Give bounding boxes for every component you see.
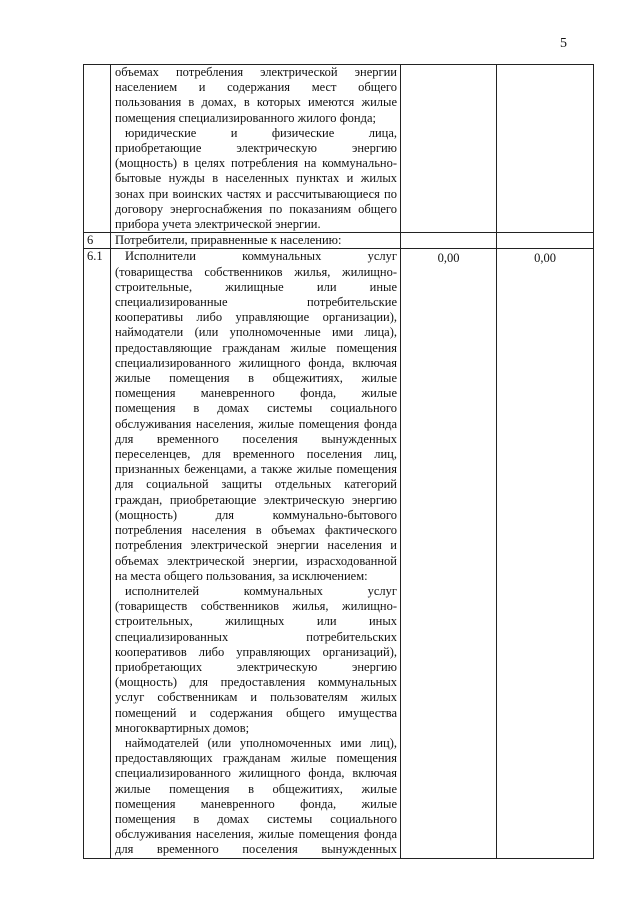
value-column-1 <box>401 65 497 233</box>
text-line: объемах потребления электрической энергии <box>115 65 397 79</box>
text-line: жилые помещения в общежитиях, жилые <box>115 781 397 796</box>
text-line: специализированных потребительских <box>115 629 397 644</box>
row-number: 6 <box>84 233 111 249</box>
text-line: договору энергоснабжения по показаниям общего <box>115 201 397 216</box>
row-description <box>111 65 401 233</box>
page-number: 5 <box>560 36 567 51</box>
text-line: наймодателей (или уполномоченных ими лиц), <box>125 735 397 750</box>
text-line: приобретающих электрическую энергию <box>115 659 397 674</box>
text-line: зонах при воинских частях и рассчитывающиеся по <box>115 186 397 201</box>
text-line: (товариществ собственников жилья, жилищно- <box>115 599 397 614</box>
text-line: на места общего пользования, за исключением: <box>115 568 368 583</box>
text-line: жилые помещения в общежитиях, жилые <box>115 371 397 386</box>
text-line: населением и содержания мест общего <box>115 80 397 95</box>
text-line: объемах электрической энергии, израсходованной <box>115 553 397 568</box>
text-line: кооперативов либо управляющих организаций), <box>115 644 397 659</box>
text-line: потребления электрической энергии населения и <box>115 538 397 553</box>
value-column-2: 0,00 <box>497 249 594 858</box>
text-line: бытовые нужды в населенных пунктах и жилых <box>115 171 397 186</box>
text-line: помещения в домах системы социального <box>115 811 397 826</box>
text-line: помещений и содержания общего имущества <box>115 705 397 720</box>
table-row <box>84 233 594 249</box>
table-row <box>84 249 594 858</box>
text-line: помещения маневренного фонда, жилые <box>115 796 397 811</box>
text-line: предоставляющие гражданам жилые помещения <box>115 340 397 355</box>
text-line: (товарищества собственников жилья, жилищно- <box>115 264 397 279</box>
text-line: помещения маневренного фонда, жилые <box>115 386 397 401</box>
text-line: кооперативы либо управляющие организации), <box>115 310 397 325</box>
text-line: (мощность) для коммунально-бытового <box>115 507 397 522</box>
text-line: переселенцев, для временного поселения лиц, <box>115 447 397 462</box>
tariff-table-body <box>84 65 594 859</box>
text-line: специализированные потребительские <box>115 295 397 310</box>
text-line: (мощность) в целях потребления на коммунально- <box>115 156 397 171</box>
text-line: строительные, жилищные или иные <box>115 279 397 294</box>
value-column-1 <box>401 233 497 249</box>
text-line: юридические и физические лица, <box>125 125 397 140</box>
tariff-table <box>83 64 594 859</box>
text-line: исполнителей коммунальных услуг <box>125 583 397 598</box>
text-line: предоставляющих гражданам жилые помещения <box>115 751 397 766</box>
text-line: специализированного жилищного фонда, включая <box>115 355 397 370</box>
row-number <box>84 65 111 233</box>
text-line: Исполнители коммунальных услуг <box>125 249 397 264</box>
table-row <box>84 65 594 233</box>
text-line: строительных, жилищных или иных <box>115 614 397 629</box>
text-line: для временного поселения вынужденных <box>115 842 397 857</box>
text-line: для временного поселения вынужденных <box>115 431 397 446</box>
text-line: прибора учета электрической энергии. <box>115 217 321 232</box>
text-line: пользования в домах, в которых имеются жилые <box>115 95 397 110</box>
row-description <box>111 249 401 858</box>
value-column-2 <box>497 233 594 249</box>
row-description <box>111 233 401 249</box>
text-line: обслуживания населения, жилые помещения фонда <box>115 416 397 431</box>
value-column-1: 0,00 <box>401 249 497 858</box>
text-line: для социальной защиты отдельных категорий <box>115 477 397 492</box>
text-line: многоквартирных домов; <box>115 720 250 735</box>
text-line: специализированного жилищного фонда, включая <box>115 766 397 781</box>
text-line: (мощность) для предоставления коммунальных <box>115 675 397 690</box>
text-line: признанных беженцами, а также жилые помещения <box>115 462 397 477</box>
value-column-2 <box>497 65 594 233</box>
text-line: Потребители, приравненные к населению: <box>115 233 342 248</box>
text-line: наймодатели (или уполномоченные ими лица), <box>115 325 397 340</box>
text-line: обслуживания населения, жилые помещения фонда <box>115 827 397 842</box>
text-line: услуг собственникам и пользователям жилых <box>115 690 397 705</box>
text-line: помещения в домах системы социального <box>115 401 397 416</box>
text-line: приобретающие электрическую энергию <box>115 141 397 156</box>
row-number: 6.1 <box>84 249 111 858</box>
text-line: помещения специализированного жилого фонда; <box>115 110 376 125</box>
text-line: граждан, приобретающие электрическую энергию <box>115 492 397 507</box>
text-line: потребления населения в объемах фактического <box>115 523 397 538</box>
